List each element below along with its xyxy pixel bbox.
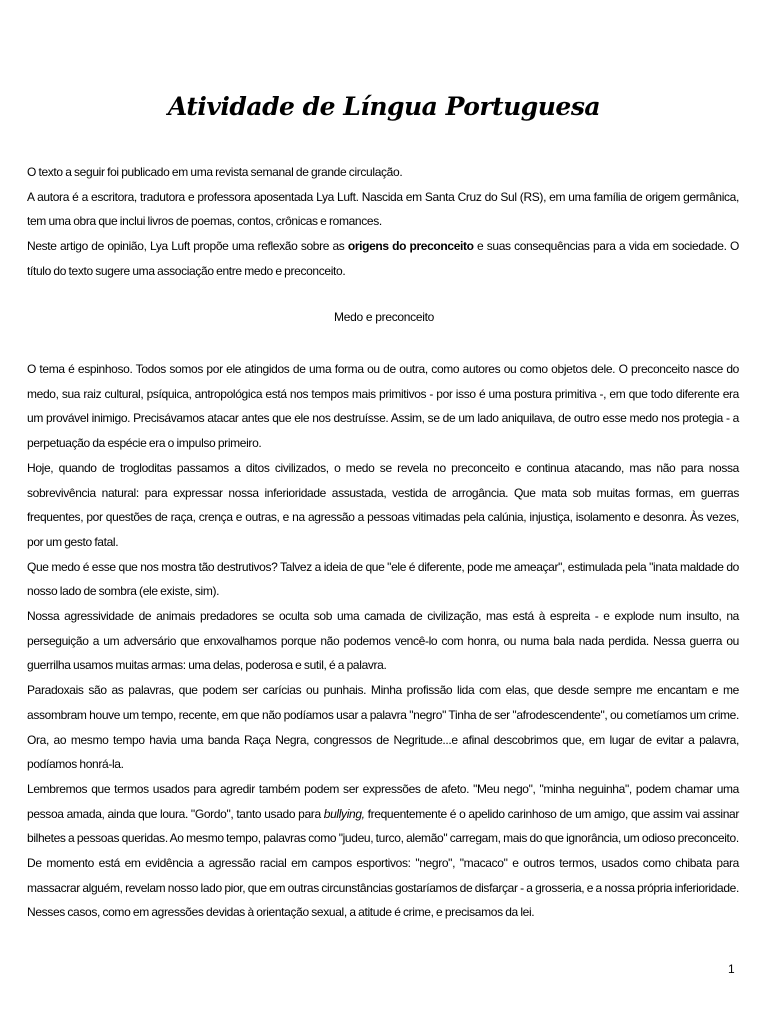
article-paragraph-6-text-end: frequentemente é o apelido carinhoso de um amigo, que assim vai assinar bilhetes a pessoas queridas. Ao mesmo tempo, palavras como "judeu, turco, alemão" carregam, mais do que ignorância, um odioso preconceito. [27, 806, 739, 846]
article-title: Medo e preconceito [334, 310, 434, 324]
article-paragraph-7: De momento está em evidência a agressão racial em campos esportivos: "negro", "macaco" e outros termos, usados como chibata para massacrar alguém, revelam nosso lado pior, que em outras circunstâncias gostaríamos de disfarçar - a grosseria, e a nossa própria inferioridade. Nesses casos, como em agressões devidas à orientação sexual, a atitude é crime, e precisamos da lei. [27, 856, 739, 920]
intro-paragraph-2: A autora é a escritora, tradutora e professora aposentada Lya Luft. Nascida em Santa Cruz do Sul (RS), em uma família de origem germânica, tem uma obra que inclui livros de poemas, contos, crônicas e romances. [27, 189, 739, 229]
article-paragraph-4: Nossa agressividade de animais predadores se oculta sob uma camada de civilização, mas está à espreita - e explode num insulto, na perseguição a um adversário que enxovalhamos porque não podemos vencê-lo com honra, ou numa bala nada perdida. Nessa guerra ou guerrilha usamos muitas armas: uma delas, poderosa e sutil, é a palavra. [27, 609, 739, 673]
article-paragraph-6 [27, 777, 739, 851]
article-paragraph-3: Que medo é esse que nos mostra tão destrutivos? Talvez a ideia de que "ele é diferente, pode me ameaçar", estimulada pela "inata maldade do nosso lado de sombra (ele existe, sim). [27, 559, 739, 599]
intro-paragraph-3-text-end: e suas consequências para a vida em sociedade. O título do texto sugere uma associação entre medo e preconceito. [27, 239, 739, 278]
article-paragraph-2: Hoje, quando de trogloditas passamos a ditos civilizados, o medo se revela no preconceito e continua atacando, mas não para nossa sobrevivência natural: para expressar nossa inferioridade assustada, vestida de arrogância. Que mata sob muitas formas, em guerras frequentes, por questões de raça, crença e outras, e na agressão a pessoas vitimadas pela calúnia, injustiça, isolamento e desonra. Às vezes, por um gesto fatal. [27, 460, 739, 549]
intro-section [27, 160, 739, 284]
intro-paragraph-3-text-start: Neste artigo de opinião, Lya Luft propõe uma reflexão sobre as [27, 239, 348, 254]
intro-paragraph-3 [27, 234, 739, 283]
page-title: Atividade de Língua Portuguesa [167, 92, 601, 121]
article-paragraph-6-italic: bullying, [323, 806, 365, 821]
article-paragraph-1: O tema é espinhoso. Todos somos por ele atingidos de uma forma ou de outra, como autores ou como objetos dele. O preconceito nasce do medo, sua raiz cultural, psíquica, antropológica está nos tempos mais primitivos - por isso é uma postura primitiva -, em que todo diferente era um provável inimigo. Precisávamos atacar antes que ele nos destruísse. Assim, se de um lado aniquilava, de outro esse medo nos protegia - a perpetuação da espécie era o impulso primeiro. [27, 362, 739, 451]
page-number: 1 [728, 962, 735, 976]
article-paragraph-6-text-start: Lembremos que termos usados para agredir também podem ser expressões de afeto. "Meu nego", "minha neguinha", podem chamar uma pessoa amada, ainda que loura. "Gordo", tanto usado para [27, 781, 739, 821]
intro-paragraph-1: O texto a seguir foi publicado em uma revista semanal de grande circulação. [27, 165, 403, 179]
intro-paragraph-3-emphasis: origens do preconceito [347, 239, 474, 254]
article-body [27, 357, 739, 925]
article-paragraph-5: Paradoxais são as palavras, que podem ser carícias ou punhais. Minha profissão lida com elas, que desde sempre me encantam e me assombram houve um tempo, recente, em que não podíamos usar a palavra "negro" Tinha de ser "afrodescendente", ou cometíamos um crime. Ora, ao mesmo tempo havia uma banda Raça Negra, congressos de Negritude...e afinal descobrimos que, em lugar de evitar a palavra, podíamos honrá-la. [27, 683, 739, 772]
